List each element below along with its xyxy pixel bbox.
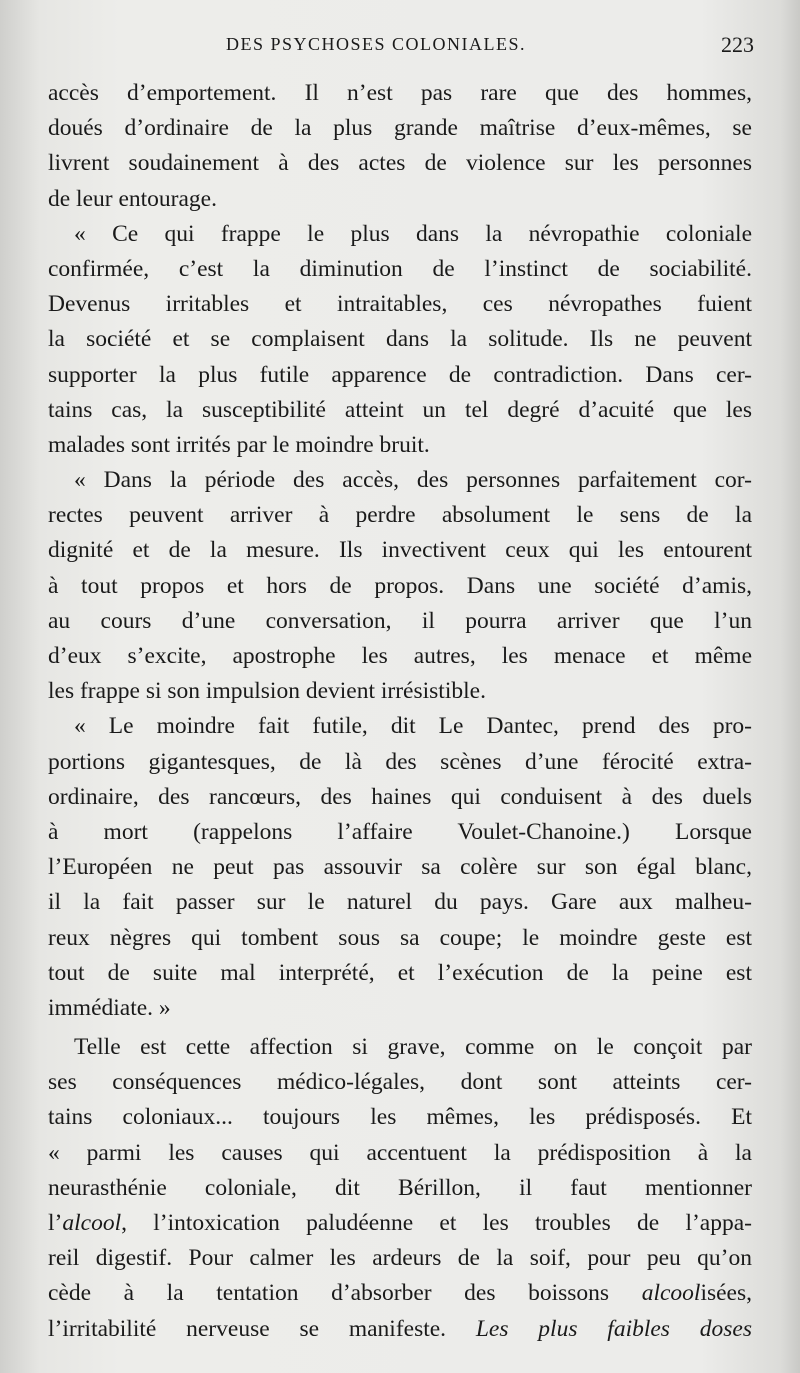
page-number: 223 — [721, 32, 754, 57]
text-line: l’alcool, l’intoxication paludéenne et les troubles de l’appa- — [48, 1210, 752, 1236]
text-line: livrent soudainement à des actes de violence sur les personnes — [48, 150, 752, 177]
text-line — [48, 463, 752, 498]
text-line: à tout propos et hors de propos. Dans une société d’amis, — [48, 572, 752, 599]
text-line: d’eux s’excite, apostrophe les autres, les menace et même — [48, 643, 752, 669]
text-line: au cours d’une conversation, il pourra arriver que l’un — [48, 607, 752, 634]
text-line-content: Telle est cette affection si grave, comme on le conçoit par — [74, 1034, 752, 1061]
paragraph — [48, 463, 752, 709]
text-line: reil digestif. Pour calmer les ardeurs de la soif, pour peu qu’on — [48, 1245, 752, 1272]
text-line-content: « Dans la période des accès, des personnes parfaitement cor- — [74, 467, 752, 494]
text-line: doués d’ordinaire de la plus grande maîtrise d’eux-mêmes, se — [48, 115, 752, 142]
text-line: supporter la plus futile apparence de contradiction. Dans cer- — [48, 361, 752, 388]
paragraph — [48, 1030, 752, 1347]
text-line: la société et se complaisent dans la solitude. Ils ne peuvent — [48, 326, 752, 353]
running-title: DES PSYCHOSES COLONIALES. — [226, 34, 527, 54]
text-line: confirmée, c’est la diminution de l’instinct de sociabilité. — [48, 255, 752, 282]
text-line: ses conséquences médico-légales, dont sont atteints cer- — [48, 1069, 752, 1096]
text-line — [48, 1030, 752, 1065]
paragraph — [48, 709, 752, 1026]
text-line: cède à la tentation d’absorber des boissons alcoolisées, — [48, 1280, 752, 1307]
text-line: de leur entourage. — [48, 185, 217, 212]
text-line — [48, 217, 752, 252]
text-line: tains cas, la susceptibilité atteint un tel degré d’acuité que les — [48, 396, 752, 423]
text-line: dignité et de la mesure. Ils invectivent ceux qui les entourent — [48, 537, 752, 564]
text-line: à mort (rappelons l’affaire Voulet-Chanoine.) Lorsque — [48, 818, 752, 845]
text-line: Devenus irritables et intraitables, ces névropathes fuient — [48, 291, 752, 318]
text-line: il la fait passer sur le naturel du pays. Gare aux malheu- — [48, 889, 752, 916]
text-line: l’Européen ne peut pas assouvir sa colère sur son égal blanc, — [48, 854, 752, 881]
text-line: l’irritabilité nerveuse se manifeste. Les plus faibles doses — [48, 1315, 752, 1342]
text-line: reux nègres qui tombent sous sa coupe; le moindre geste est — [48, 924, 752, 951]
text-line: ordinaire, des rancœurs, des haines qui conduisent à des duels — [48, 783, 752, 810]
text-line: portions gigantesques, de là des scènes d’une férocité extra- — [48, 748, 752, 775]
body-text — [48, 76, 752, 1347]
text-line-content: « Ce qui frappe le plus dans la névropathie coloniale — [74, 220, 752, 247]
text-line: tout de suite mal interprété, et l’exécution de la peine est — [48, 959, 752, 986]
paragraph — [48, 217, 752, 463]
text-line: « parmi les causes qui accentuent la prédisposition à la — [48, 1139, 752, 1166]
text-line: les frappe si son impulsion devient irrésistible. — [48, 678, 486, 705]
text-line: accès d’emportement. Il n’est pas rare que des hommes, — [48, 80, 752, 106]
text-line: tains coloniaux... toujours les mêmes, les prédisposés. Et — [48, 1104, 752, 1131]
text-line-content: « Le moindre fait futile, dit Le Dantec, prend des pro- — [74, 713, 752, 740]
text-line — [48, 709, 752, 744]
text-line: immédiate. » — [48, 994, 171, 1021]
text-line: neurasthénie coloniale, dit Bérillon, il faut mentionner — [48, 1174, 752, 1201]
paragraph — [48, 76, 752, 217]
text-line: malades sont irrités par le moindre bruit. — [48, 431, 430, 458]
text-line: rectes peuvent arriver à perdre absolument le sens de la — [48, 502, 752, 529]
running-head — [0, 34, 800, 64]
